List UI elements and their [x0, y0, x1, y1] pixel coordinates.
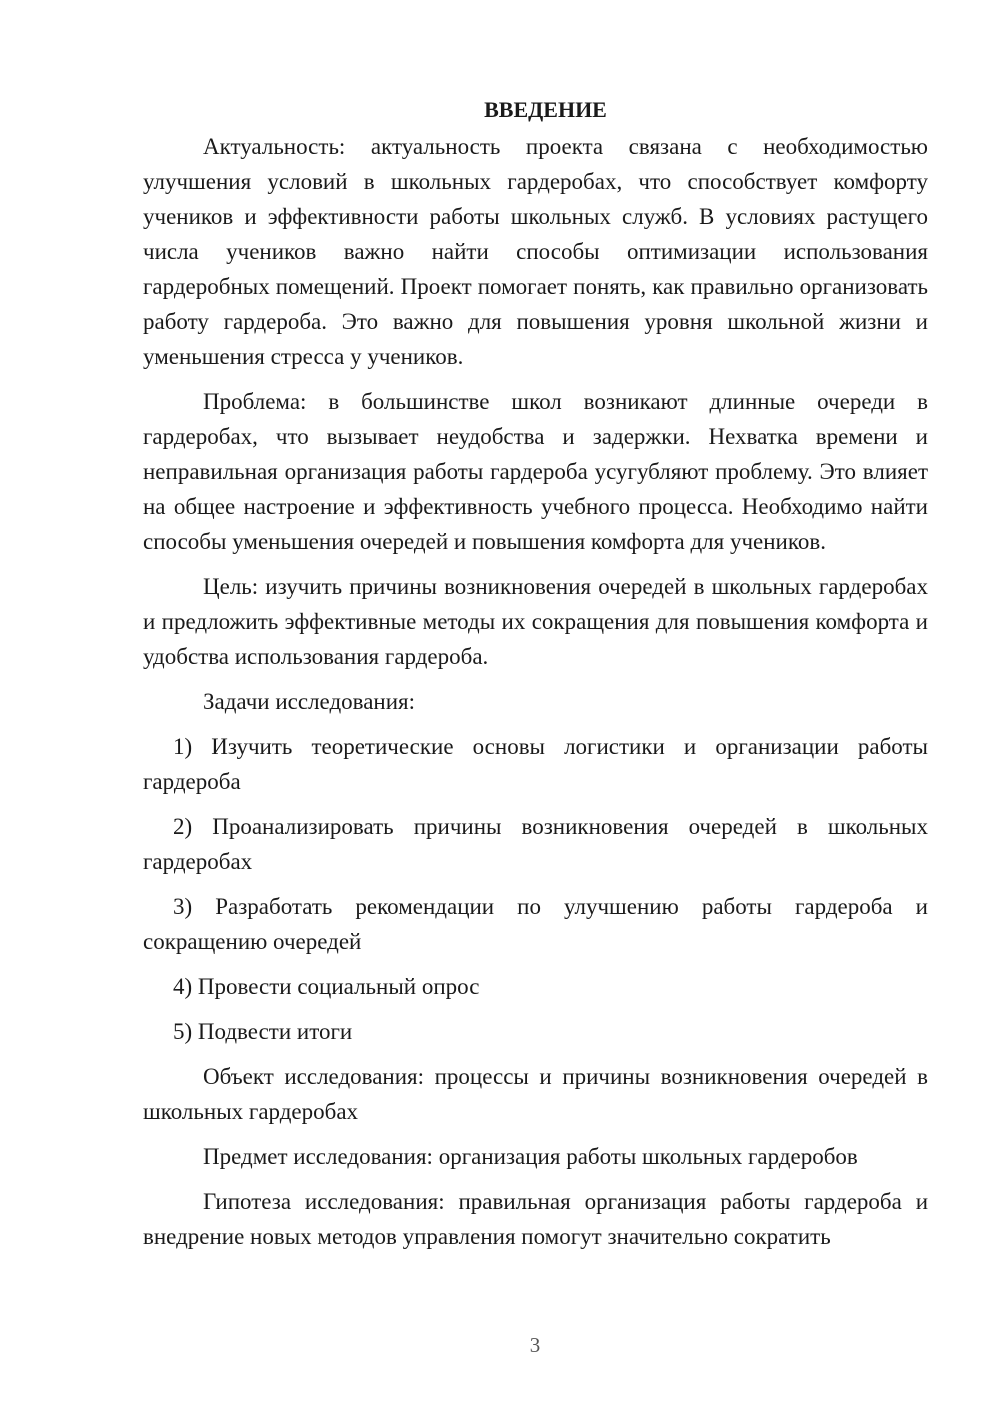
- problem-paragraph: Проблема: в большинстве школ возникают длинные очереди в гардеробах, что вызывает неудобства и задержки. Нехватка времени и неправильная организация работы гардероба усугубляют проблему. Это влияет на общее настроение и эффективность учебного процесса. Необходимо найти способы уменьшения очередей и повышения комфорта для учеников.: [143, 389, 928, 554]
- hypothesis-paragraph: Гипотеза исследования: правильная организация работы гардероба и внедрение новых методов управления помогут значительно сократить: [143, 1189, 928, 1249]
- task-item-3: 3) Разработать рекомендации по улучшению работы гардероба и сокращению очередей: [143, 894, 928, 954]
- relevance-paragraph: Актуальность: актуальность проекта связана с необходимостью улучшения условий в школьных гардеробах, что способствует комфорту учеников и эффективности работы школьных служб. В условиях растущего числа учеников важно найти способы оптимизации использования гардеробных помещений. Проект помогает понять, как правильно организовать работу гардероба. Это важно для повышения уровня школьной жизни и уменьшения стресса у учеников.: [143, 134, 928, 369]
- subject-paragraph: Предмет исследования: организация работы школьных гардеробов: [203, 1144, 858, 1169]
- task-item-4: 4) Провести социальный опрос: [173, 974, 480, 999]
- tasks-title: Задачи исследования:: [203, 689, 416, 714]
- task-item-5: 5) Подвести итоги: [173, 1019, 353, 1044]
- page-content: [143, 92, 928, 1264]
- page-number: 3: [529, 1333, 541, 1357]
- task-item-2: 2) Проанализировать причины возникновения очередей в школьных гардеробах: [143, 814, 928, 874]
- goal-paragraph: Цель: изучить причины возникновения очередей в школьных гардеробах и предложить эффективные методы их сокращения для повышения комфорта и удобства использования гардероба.: [143, 574, 928, 669]
- task-item-1: 1) Изучить теоретические основы логистики и организации работы гардероба: [143, 734, 928, 794]
- section-heading: ВВЕДЕНИЕ: [484, 97, 607, 122]
- object-paragraph: Объект исследования: процессы и причины возникновения очередей в школьных гардеробах: [143, 1064, 928, 1124]
